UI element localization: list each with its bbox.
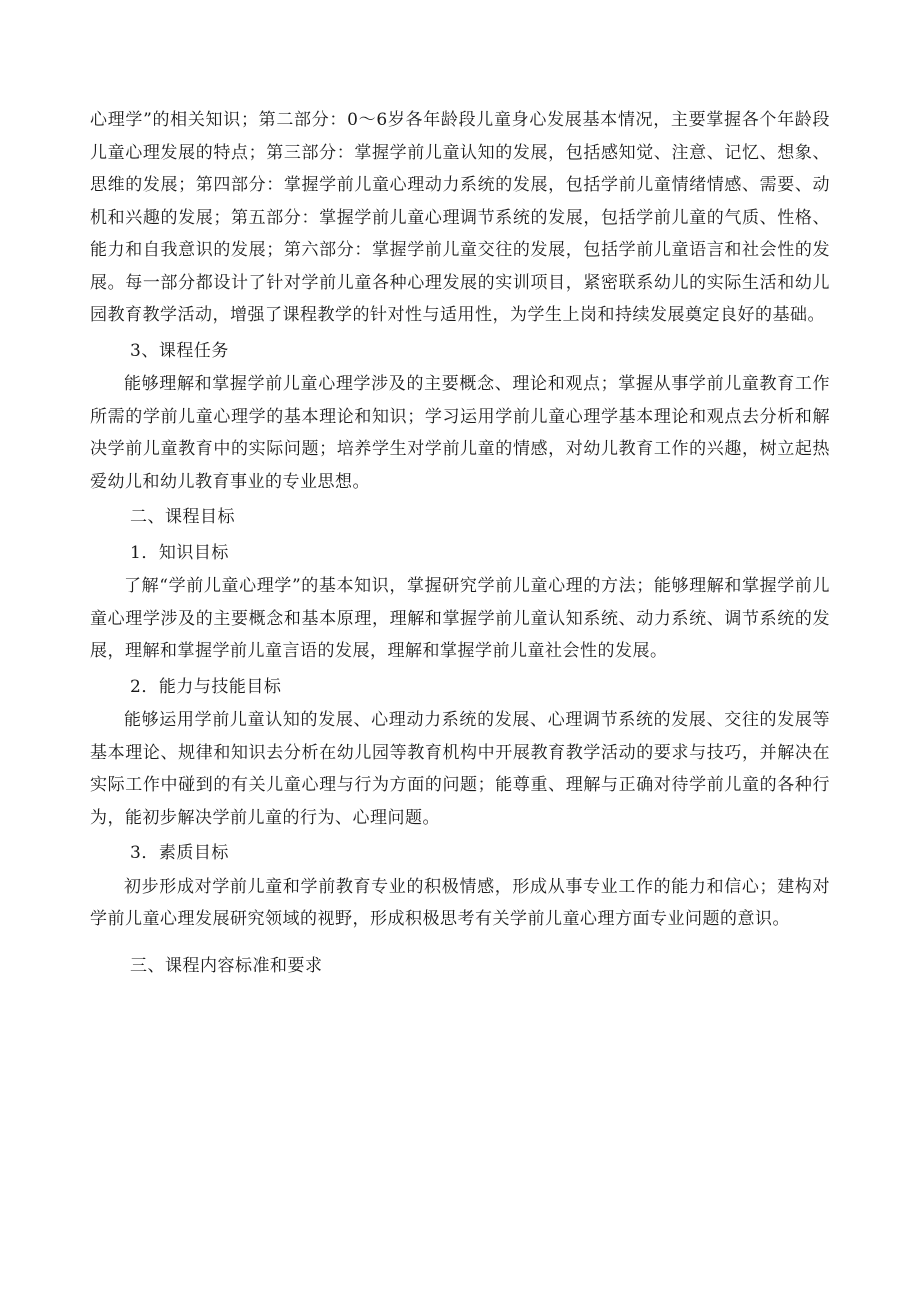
quality-goals-heading: 3．素质目标 — [130, 843, 229, 863]
content-standards-heading: 三、课程内容标准和要求 — [130, 955, 323, 976]
course-goals-heading: 二、课程目标 — [130, 507, 235, 527]
ability-goals-heading: 2．能力与技能目标 — [130, 676, 282, 697]
intro-paragraph: 心理学”的相关知识；第二部分：0～6岁各年龄段儿童身心发展基本情况，主要掌握各个年龄段儿童心理发展的特点；第三部分：掌握学前儿童认知的发展，包括感知觉、注意、记忆、想象、思维的发展；第四部分：掌握学前儿童心理动力系统的发展，包括学前儿童情绪情感、需要、动机和兴趣的发展；第五部分：掌握学前儿童心理调节系统的发展，包括学前儿童的气质、性格、能力和自我意识的发展；第六部分：掌握学前儿童交往的发展，包括学前儿童语言和社会性的发展。每一部分都设计了针对学前儿童各种心理发展的实训项目，紧密联系幼儿的实际生活和幼儿园教育教学活动，增强了课程教学的针对性与适用性，为学生上岗和持续发展奠定良好的基础。 — [90, 110, 830, 325]
document-page — [90, 104, 830, 983]
course-tasks-paragraph: 能够理解和掌握学前儿童心理学涉及的主要概念、理论和观点；掌握从事学前儿童教育工作所需的学前儿童心理学的基本理论和知识；学习运用学前儿童心理学基本理论和观点去分析和解决学前儿童教育中的实际问题；培养学生对学前儿童的情感，对幼儿教育工作的兴趣，树立起热爱幼儿和幼儿教育事业的专业思想。 — [90, 374, 830, 492]
ability-goals-paragraph: 能够运用学前儿童认知的发展、心理动力系统的发展、心理调节系统的发展、交往的发展等基本理论、规律和知识去分析在幼儿园等教育机构中开展教育教学活动的要求与技巧，并解决在实际工作中碰到的有关儿童心理与行为方面的问题；能尊重、理解与正确对待学前儿童的各种行为，能初步解决学前儿童的行为、心理问题。 — [90, 710, 830, 828]
quality-goals-paragraph: 初步形成对学前儿童和学前教育专业的积极情感，形成从事专业工作的能力和信心；建构对学前儿童心理发展研究领域的视野，形成积极思考有关学前儿童心理方面专业问题的意识。 — [90, 876, 830, 929]
knowledge-goals-heading: 1．知识目标 — [130, 542, 229, 563]
knowledge-goals-paragraph: 了解“学前儿童心理学”的基本知识，掌握研究学前儿童心理的方法；能够理解和掌握学前儿童心理学涉及的主要概念和基本原理，理解和掌握学前儿童认知系统、动力系统、调节系统的发展，理解和掌握学前儿童言语的发展，理解和掌握学前儿童社会性的发展。 — [90, 576, 830, 661]
course-tasks-heading: 3、课程任务 — [130, 340, 229, 361]
